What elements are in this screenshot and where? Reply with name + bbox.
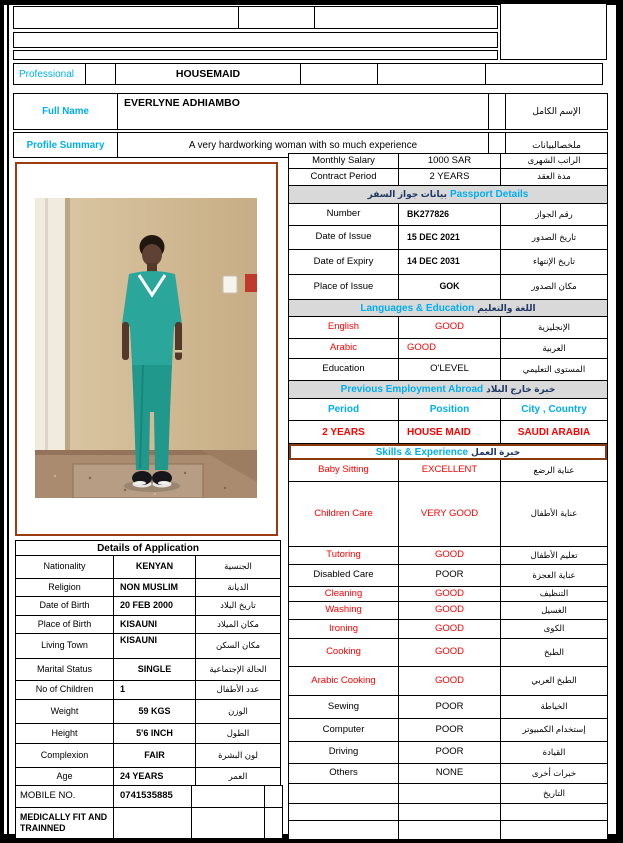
field-label: Height <box>16 724 114 743</box>
table-row <box>289 154 607 169</box>
field-label-arabic: رقم الجواز <box>535 208 573 219</box>
light-switch <box>223 276 237 293</box>
skill-rating: POOR <box>399 742 501 763</box>
table-row <box>16 768 280 786</box>
field-value <box>114 808 192 838</box>
skill-label: Sewing <box>289 696 399 718</box>
header-cell-empty-1 <box>13 6 239 29</box>
field-value: KISAUNI <box>114 616 196 633</box>
table-row <box>16 634 280 659</box>
skill-label: Baby Sitting <box>289 460 399 481</box>
table-row <box>16 597 280 616</box>
skill-label: Washing <box>289 602 399 619</box>
skill-label-arabic: الطبخ العربي <box>531 675 577 686</box>
empty-cell <box>289 804 399 820</box>
skill-label: Children Care <box>289 482 399 546</box>
field-value: KENYAN <box>114 556 196 578</box>
field-label: No of Children <box>16 681 114 699</box>
table-row <box>289 169 607 186</box>
section-title-arabic: بيانات جواز السفر <box>367 189 447 199</box>
field-value: KISAUNI <box>114 634 196 658</box>
field-label: MOBILE NO. <box>16 786 114 807</box>
section-header-passport <box>289 186 607 204</box>
field-label: Place of Birth <box>16 616 114 633</box>
section-header-skills <box>289 444 607 460</box>
table-row <box>289 339 607 359</box>
details-title-row <box>16 541 280 556</box>
field-label-arabic: الوزن <box>228 705 248 716</box>
table-row <box>16 700 280 724</box>
field-value: HOUSE MAID <box>399 421 501 443</box>
skill-rating: GOOD <box>399 547 501 564</box>
section-title: Skills & Experience <box>375 446 469 458</box>
header-cell-empty-3 <box>314 6 498 29</box>
field-label-arabic: الإنجليزية <box>537 321 571 332</box>
skill-rating: POOR <box>399 696 501 718</box>
table-row <box>289 821 607 839</box>
field-label: Place of Issue <box>289 275 399 299</box>
face <box>142 244 162 266</box>
table-row <box>289 696 607 719</box>
left-forearm <box>122 322 129 360</box>
field-value: 2 YEARS <box>289 421 399 443</box>
field-label: Age <box>16 768 114 786</box>
skill-label-arabic: القيادة <box>542 746 566 757</box>
skill-rating: VERY GOOD <box>399 482 501 546</box>
field-label-arabic: عدد الأطفال <box>216 684 260 695</box>
field-value: NON MUSLIM <box>114 579 196 596</box>
empty-cell <box>399 804 501 820</box>
profile-summary-label-arabic: ملخصالبيانات <box>505 132 608 158</box>
field-label-arabic: مكان الصدور <box>531 281 577 292</box>
section-header-languages <box>289 300 607 317</box>
field-label-arabic: الجنسية <box>224 561 252 572</box>
table-row <box>289 275 607 300</box>
mobile-row-table <box>15 785 283 839</box>
table-row <box>16 659 280 681</box>
right-forearm <box>175 322 182 360</box>
skill-label: Arabic Cooking <box>289 667 399 695</box>
section-title: Passport Details <box>449 189 529 200</box>
field-label: Date of Expiry <box>289 250 399 274</box>
skill-label: Cleaning <box>289 587 399 601</box>
table-row <box>289 602 607 620</box>
field-label: MEDICALLY FIT AND TRAINNED <box>16 808 114 838</box>
field-label: Date of Issue <box>289 226 399 249</box>
empty-cell <box>289 784 399 803</box>
table-row <box>289 719 607 742</box>
field-label-arabic: تاريخ الصدور <box>531 231 577 242</box>
page-border-left-inner <box>7 0 9 843</box>
field-label-arabic: لون البشرة <box>218 749 258 760</box>
narrow-empty-cell <box>265 786 282 807</box>
photo-frame <box>15 162 278 536</box>
table-row <box>289 547 607 565</box>
field-value: 20 FEB 2000 <box>114 597 196 615</box>
field-label-arabic: تاريخ البلاد <box>220 600 256 611</box>
details-title: Details of Application <box>97 542 199 554</box>
column-header: Period <box>289 399 399 420</box>
table-row <box>16 579 280 597</box>
header-row-empty-1 <box>13 32 498 48</box>
table-row <box>289 250 607 275</box>
page-border-left <box>0 0 4 843</box>
field-value: GOOD <box>399 317 501 338</box>
section-title-arabic: خبرة خارج البلاد <box>486 384 556 394</box>
section-title-arabic: خبرة العمل <box>471 446 521 457</box>
table-row <box>289 317 607 339</box>
skill-label-arabic: التنظيف <box>539 588 569 599</box>
skill-label: Disabled Care <box>289 565 399 586</box>
field-empty-cell <box>192 786 265 807</box>
skill-label-arabic: عناية الرضع <box>533 464 575 475</box>
full-name-label-arabic: الإسم الكامل <box>505 93 608 130</box>
skill-label: Others <box>289 764 399 783</box>
table-row <box>16 786 282 808</box>
table-row <box>289 226 607 250</box>
field-label: Number <box>289 204 399 225</box>
field-value: 0741535885 <box>114 786 192 807</box>
field-label: Nationality <box>16 556 114 578</box>
field-value: SAUDI ARABIA <box>517 426 591 438</box>
field-label-arabic: الحالة الإجتماعية <box>209 663 267 674</box>
table-row <box>16 681 280 700</box>
table-row <box>289 639 607 667</box>
skill-rating: EXCELLENT <box>399 460 501 481</box>
table-row <box>289 359 607 381</box>
bracelet <box>175 350 182 353</box>
skill-label-arabic: خبرات أخرى <box>531 767 577 778</box>
skill-rating: GOOD <box>399 639 501 666</box>
field-value: FAIR <box>114 744 196 767</box>
table-row <box>289 204 607 226</box>
empty-cell <box>399 821 501 839</box>
professional-label: Professional <box>13 63 86 85</box>
table-row <box>16 556 280 579</box>
skill-label: Computer <box>289 719 399 741</box>
field-label: Education <box>289 359 399 380</box>
details-of-application-table <box>15 540 281 787</box>
field-label-arabic: المستوى التعليمي <box>522 363 586 374</box>
field-value: BK277826 <box>399 204 501 225</box>
table-row <box>16 808 282 838</box>
empty-cell <box>501 821 607 839</box>
field-label-arabic: الراتب الشهرى <box>527 155 581 166</box>
employment-values-row <box>289 421 607 444</box>
door <box>35 198 65 454</box>
field-value: 5'6 INCH <box>114 724 196 743</box>
red-alarm-box <box>245 274 257 292</box>
table-row <box>289 565 607 587</box>
skill-label-arabic: الطبخ <box>544 646 564 657</box>
field-label: Date of Birth <box>16 597 114 615</box>
field-value: GOOD <box>399 339 501 358</box>
field-label-arabic: العربية <box>542 342 566 353</box>
field-label-arabic: مكان الميلاد <box>217 618 259 629</box>
skill-rating: GOOD <box>399 587 501 601</box>
field-label: Marital Status <box>16 659 114 680</box>
field-value: 2 YEARS <box>399 169 501 185</box>
field-label: English <box>289 317 399 338</box>
full-name-value: EVERLYNE ADHIAMBO <box>117 93 489 130</box>
empty-cell <box>399 784 501 803</box>
table-row <box>289 587 607 602</box>
applicant-photo <box>35 198 257 498</box>
professional-gap-cell <box>85 63 116 85</box>
field-label: Monthly Salary <box>289 154 399 168</box>
empty-cell <box>501 804 607 820</box>
skill-rating: GOOD <box>399 602 501 619</box>
skill-label: Cooking <box>289 639 399 666</box>
field-label-arabic: مكان السكن <box>215 640 261 651</box>
field-label-arabic: الطول <box>226 727 250 738</box>
applicant-photo-illustration <box>35 198 257 498</box>
page-border-right <box>616 0 623 843</box>
table-row <box>289 784 607 804</box>
skill-rating: GOOD <box>399 620 501 638</box>
profile-summary-label: Profile Summary <box>13 132 118 158</box>
field-label: Arabic <box>289 339 399 358</box>
section-title: Previous Employment Abroad <box>340 384 484 395</box>
header-cell-empty-2 <box>238 6 315 29</box>
full-name-gap-cell <box>488 93 506 130</box>
empty-cell <box>289 821 399 839</box>
date-label-arabic: التاريخ <box>542 787 566 798</box>
table-row <box>289 804 607 821</box>
field-value: GOK <box>399 275 501 299</box>
table-row <box>289 482 607 547</box>
skill-label-arabic: الغسيل <box>541 604 567 615</box>
field-value: O'LEVEL <box>399 359 501 380</box>
table-row <box>16 724 280 744</box>
field-label: Contract Period <box>289 169 399 185</box>
field-value: 15 DEC 2021 <box>399 226 501 249</box>
table-row <box>16 616 280 634</box>
skill-label: Driving <box>289 742 399 763</box>
field-label: Complexion <box>16 744 114 767</box>
section-header-employment <box>289 381 607 399</box>
field-value: 59 KGS <box>114 700 196 723</box>
cv-detail-table <box>288 153 608 840</box>
table-row <box>289 620 607 639</box>
table-row <box>289 742 607 764</box>
skill-label-arabic: عناية الأطفال <box>530 508 578 519</box>
skill-label-arabic: إستخدام الكمبيوتر <box>522 724 586 735</box>
skill-label: Tutoring <box>289 547 399 564</box>
section-title-arabic: اللغة والتعليم <box>477 302 536 313</box>
field-label: Weight <box>16 700 114 723</box>
column-header: City , Country <box>521 404 587 415</box>
field-label-arabic: تاريخ الإنتهاء <box>533 256 575 267</box>
profession-value: HOUSEMAID <box>115 63 301 85</box>
field-label: Religion <box>16 579 114 596</box>
column-header: Position <box>399 399 501 420</box>
skill-label-arabic: تعليم الأطفال <box>530 549 578 560</box>
field-value: 1000 SAR <box>399 154 501 168</box>
table-row <box>289 460 607 482</box>
neck <box>147 263 157 272</box>
skill-rating: GOOD <box>399 667 501 695</box>
employment-header-row <box>289 399 607 421</box>
field-label: Living Town <box>16 634 114 658</box>
field-label-arabic: العمر <box>228 771 248 782</box>
skill-label-arabic: الخياطة <box>540 701 568 712</box>
skill-rating: POOR <box>399 565 501 586</box>
section-title: Languages & Education <box>360 302 475 314</box>
skill-rating: NONE <box>399 764 501 783</box>
full-name-label: Full Name <box>13 93 118 130</box>
field-value: 1 <box>114 681 196 699</box>
skill-label-arabic: الكوى <box>543 623 565 634</box>
skill-label: Ironing <box>289 620 399 638</box>
logo-placeholder-box <box>500 3 607 60</box>
profession-cell-empty-3 <box>485 63 603 85</box>
skill-rating: POOR <box>399 719 501 741</box>
profession-cell-empty-1 <box>300 63 378 85</box>
field-empty-cell <box>192 808 265 838</box>
table-row <box>289 667 607 696</box>
header-row-empty-2 <box>13 50 498 60</box>
table-row <box>289 764 607 784</box>
profession-cell-empty-2 <box>377 63 486 85</box>
field-label-arabic: مدة العقد <box>537 171 571 182</box>
skill-label-arabic: عناية العجزة <box>532 569 576 580</box>
narrow-empty-cell <box>265 808 282 838</box>
profile-summary-value: A very hardworking woman with so much experience <box>117 132 489 158</box>
field-value: 14 DEC 2031 <box>399 250 501 274</box>
field-value: 24 YEARS <box>114 768 196 786</box>
table-row <box>16 744 280 768</box>
field-value: SINGLE <box>114 659 196 680</box>
field-label-arabic: الديانة <box>227 581 249 592</box>
